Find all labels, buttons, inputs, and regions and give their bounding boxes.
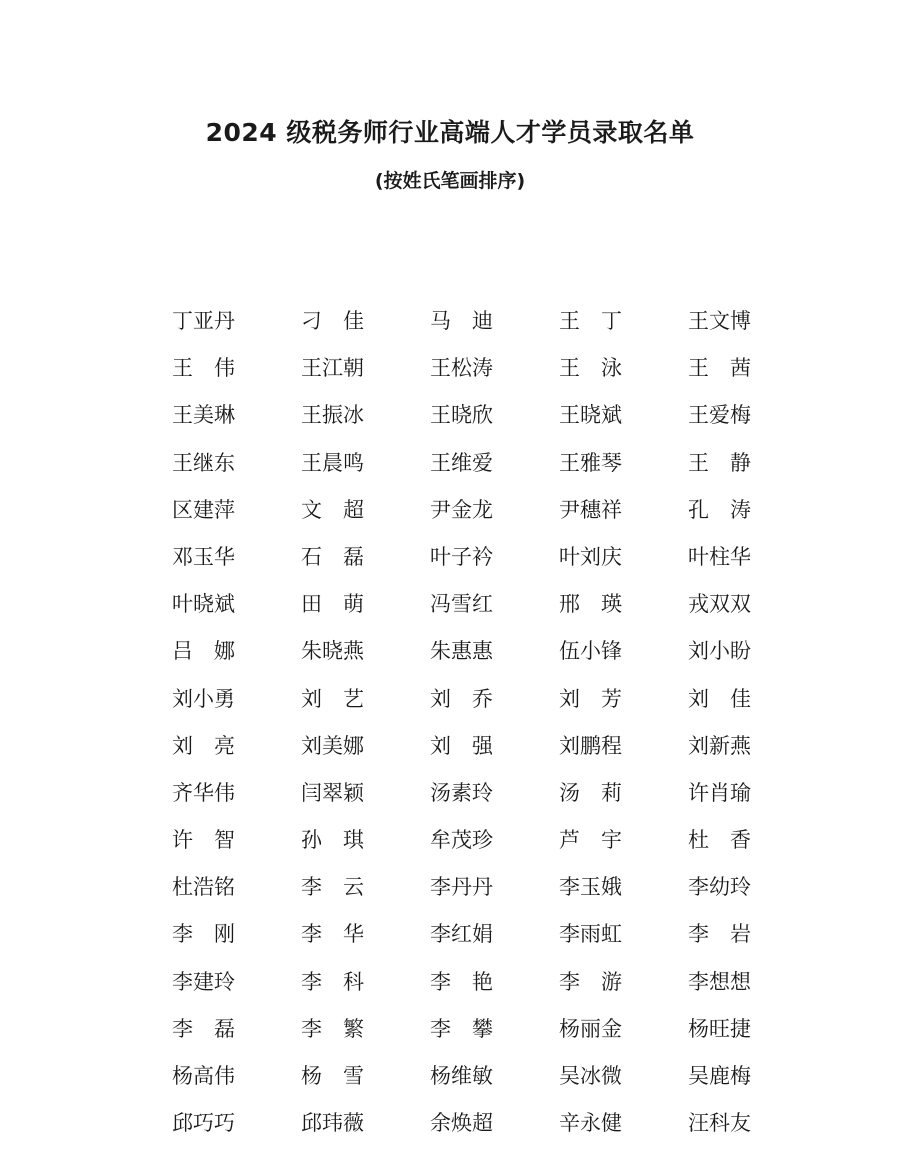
name-cell: 冯雪红 xyxy=(430,592,493,617)
name-cell: 王松涛 xyxy=(430,356,493,381)
name-list-grid xyxy=(139,298,784,1147)
name-cell: 杨 雪 xyxy=(301,1064,364,1088)
name-cell: 李幼玲 xyxy=(688,875,751,900)
name-cell: 刘 芳 xyxy=(559,686,622,711)
name-cell: 王爱梅 xyxy=(688,403,751,428)
name-cell: 王 泳 xyxy=(559,356,622,381)
name-cell: 王继东 xyxy=(172,450,235,475)
name-cell: 叶晓斌 xyxy=(172,592,235,617)
name-cell: 许 智 xyxy=(172,828,235,853)
name-cell: 王维爱 xyxy=(430,450,493,475)
name-cell: 吕 娜 xyxy=(172,639,235,664)
name-cell: 王 伟 xyxy=(172,356,235,381)
name-cell: 刘 强 xyxy=(430,733,493,758)
name-cell: 杜浩铭 xyxy=(172,875,235,900)
name-cell: 刘鹏程 xyxy=(559,733,622,758)
name-cell: 王晓斌 xyxy=(559,403,622,428)
name-cell: 汤 莉 xyxy=(559,780,622,805)
name-cell: 马 迪 xyxy=(430,309,493,333)
name-cell: 王江朝 xyxy=(301,356,364,381)
name-cell: 尹穗祥 xyxy=(559,497,622,522)
name-cell: 刁 佳 xyxy=(301,309,364,333)
document-subtitle: (按姓氏笔画排序) xyxy=(374,170,526,192)
name-cell: 孙 琪 xyxy=(301,828,364,853)
name-cell: 刘 乔 xyxy=(430,686,493,711)
name-cell: 李 游 xyxy=(559,969,622,994)
name-cell: 王振冰 xyxy=(301,403,364,428)
name-cell: 辛永健 xyxy=(559,1111,622,1136)
name-cell: 田 萌 xyxy=(301,592,364,617)
name-cell: 牟茂珍 xyxy=(430,828,493,853)
name-cell: 邱巧巧 xyxy=(172,1111,235,1136)
name-cell: 王 茜 xyxy=(688,356,751,381)
name-cell: 叶子衿 xyxy=(430,544,493,569)
name-cell: 许肖瑜 xyxy=(688,780,751,805)
name-cell: 李 刚 xyxy=(172,922,235,947)
name-cell: 杜 香 xyxy=(688,828,751,853)
name-cell: 王 静 xyxy=(688,450,751,475)
name-cell: 杨旺捷 xyxy=(688,1016,751,1041)
name-cell: 刘 佳 xyxy=(688,686,751,711)
name-cell: 区建萍 xyxy=(172,497,235,522)
name-cell: 杨维敏 xyxy=(430,1064,493,1088)
name-cell: 李 华 xyxy=(301,922,364,947)
name-cell: 李 艳 xyxy=(430,969,493,994)
name-cell: 邓玉华 xyxy=(172,544,235,569)
name-cell: 伍小锋 xyxy=(559,639,622,664)
name-cell: 朱惠惠 xyxy=(430,639,493,664)
name-cell: 李 科 xyxy=(301,969,364,994)
name-cell: 孔 涛 xyxy=(688,497,751,522)
name-cell: 刘 亮 xyxy=(172,733,235,758)
name-cell: 尹金龙 xyxy=(430,497,493,522)
name-cell: 汤素玲 xyxy=(430,780,493,805)
name-cell: 王 丁 xyxy=(559,309,622,333)
name-cell: 叶柱华 xyxy=(688,544,751,569)
name-cell: 石 磊 xyxy=(301,544,364,569)
name-cell: 王美琳 xyxy=(172,403,235,428)
name-cell: 杨丽金 xyxy=(559,1016,622,1041)
name-cell: 戎双双 xyxy=(688,592,751,617)
name-cell: 汪科友 xyxy=(688,1111,751,1136)
name-cell: 李玉娥 xyxy=(559,875,622,900)
name-cell: 芦 宇 xyxy=(559,828,622,853)
name-cell: 文 超 xyxy=(301,497,364,522)
name-cell: 李 攀 xyxy=(430,1016,493,1041)
name-cell: 李 磊 xyxy=(172,1016,235,1041)
name-cell: 刘小盼 xyxy=(688,639,751,664)
document-title: 2024 级税务师行业高端人才学员录取名单 xyxy=(205,118,695,147)
name-cell: 王晨鸣 xyxy=(301,450,364,475)
name-cell: 丁亚丹 xyxy=(172,309,235,333)
name-cell: 李建玲 xyxy=(172,969,235,994)
name-cell: 刘美娜 xyxy=(301,733,364,758)
name-cell: 王雅琴 xyxy=(559,450,622,475)
name-cell: 李 繁 xyxy=(301,1016,364,1041)
name-cell: 李红娟 xyxy=(430,922,493,947)
name-cell: 吴冰微 xyxy=(559,1064,622,1088)
name-cell: 邱玮薇 xyxy=(301,1111,364,1136)
name-cell: 王文博 xyxy=(688,309,751,333)
name-cell: 刘新燕 xyxy=(688,733,751,758)
name-cell: 闫翠颖 xyxy=(301,780,364,805)
name-cell: 杨高伟 xyxy=(172,1064,235,1088)
name-cell: 余焕超 xyxy=(430,1111,493,1136)
name-cell: 李 云 xyxy=(301,875,364,900)
name-cell: 王晓欣 xyxy=(430,403,493,428)
name-cell: 李想想 xyxy=(688,969,751,994)
name-cell: 刘 艺 xyxy=(301,686,364,711)
name-cell: 吴鹿梅 xyxy=(688,1064,751,1088)
name-cell: 朱晓燕 xyxy=(301,639,364,664)
name-cell: 李雨虹 xyxy=(559,922,622,947)
name-cell: 刘小勇 xyxy=(172,686,235,711)
name-cell: 邢 瑛 xyxy=(559,592,622,617)
name-cell: 叶刘庆 xyxy=(559,544,622,569)
name-cell: 李丹丹 xyxy=(430,875,493,900)
name-cell: 齐华伟 xyxy=(172,780,235,805)
name-cell: 李 岩 xyxy=(688,922,751,947)
